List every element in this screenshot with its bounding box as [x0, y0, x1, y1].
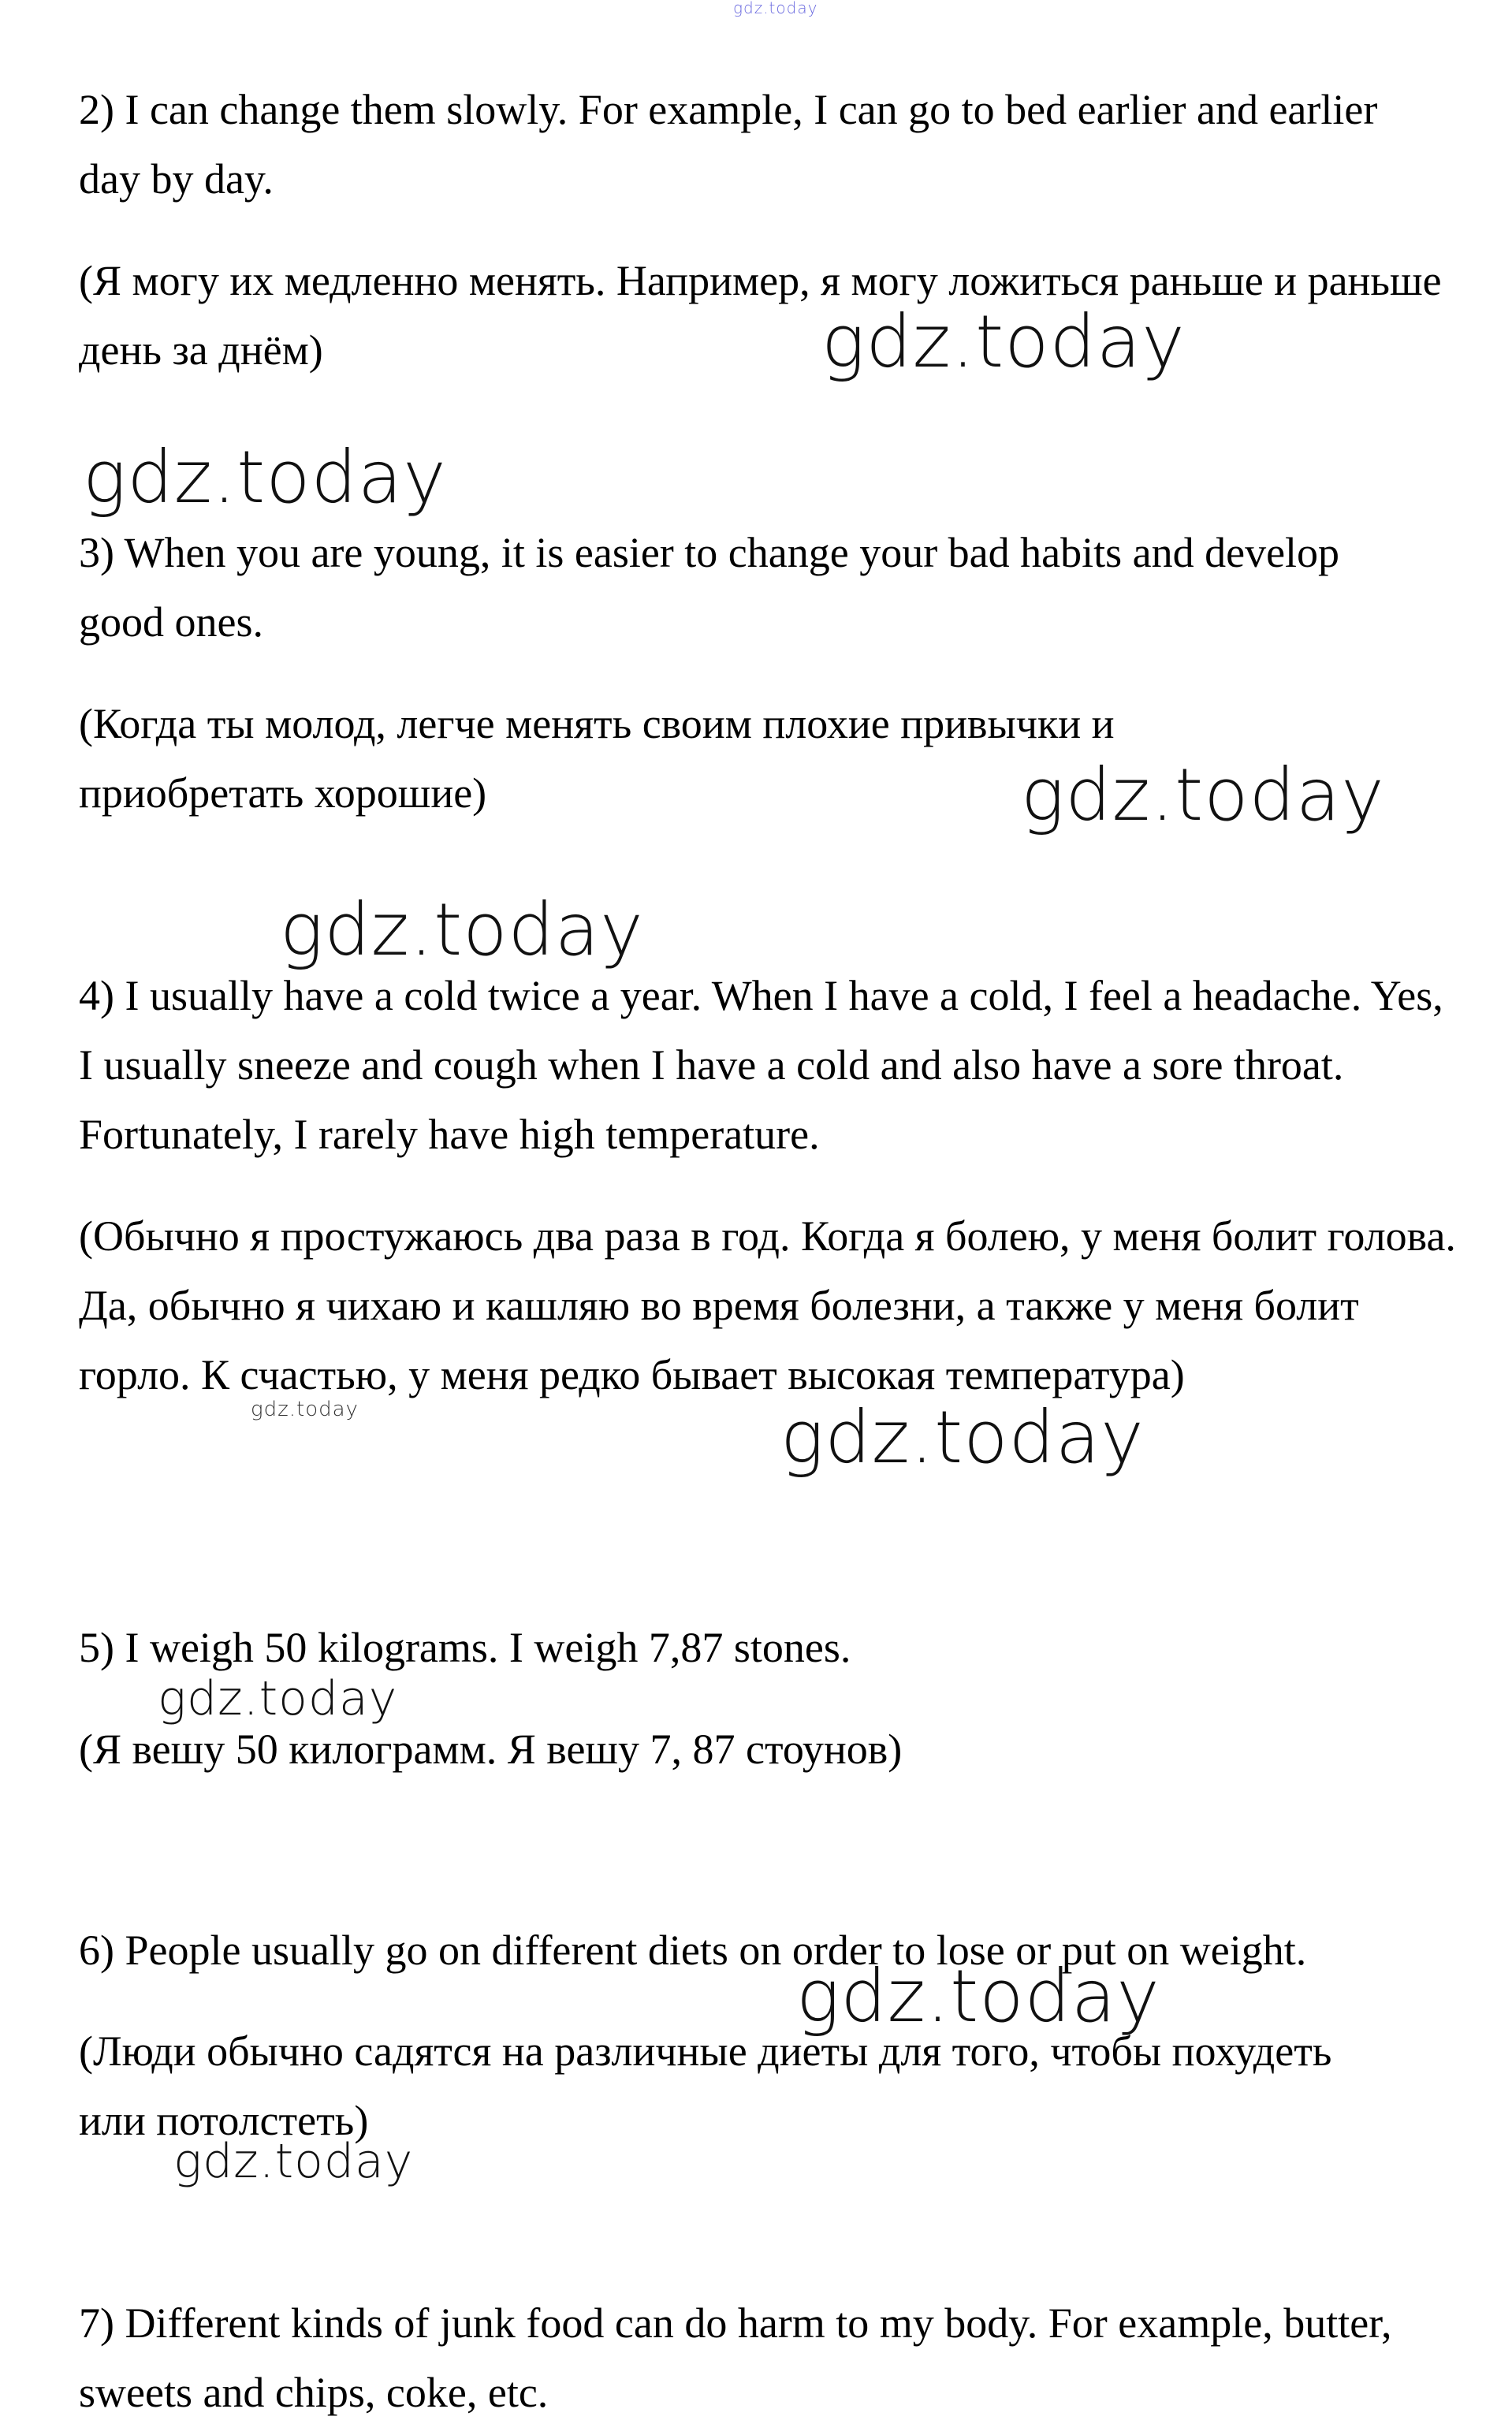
- watermark: gdz.today: [821, 300, 1186, 384]
- answer-7-english: 7) Different kinds of junk food can do harm to my body. For example, butter, sweets and chips, coke, etc.: [79, 2299, 1392, 2416]
- watermark: gdz.today: [251, 1398, 359, 1421]
- watermark: gdz.today: [1021, 753, 1385, 837]
- watermark: gdz.today: [780, 1395, 1145, 1480]
- answer-4-english: 4) I usually have a cold twice a year. When I have a cold, I feel a headache. Yes, I usually sneeze and cough when I have a cold and also have a sore throat. Fortunately, I rarely have high temperature.: [79, 972, 1443, 1158]
- watermark: gdz.today: [83, 435, 447, 519]
- watermark: gdz.today: [173, 2134, 414, 2189]
- answer-4-russian: (Обычно я простужаюсь два раза в год. Когда я болею, у меня болит голова. Да, обычно я чихаю и кашляю во время болезни, а также у меня болит горло. К счастью, у меня редко бывает высокая температура): [79, 1212, 1456, 1398]
- answer-5-english: 5) I weigh 50 kilograms. I weigh 7,87 stones.: [79, 1624, 851, 1671]
- answer-3-russian: (Когда ты молод, легче менять своим плохие привычки и приобретать хорошие): [79, 700, 1115, 817]
- answer-5-russian: (Я вешу 50 килограмм. Я вешу 7, 87 стоунов): [79, 1726, 903, 1773]
- watermark: gdz.today: [280, 888, 644, 972]
- answer-2-english: 2) I can change them slowly. For example, I can go to bed earlier and earlier day by day.: [79, 86, 1378, 203]
- watermark: gdz.today: [796, 1954, 1160, 2038]
- watermark: gdz.today: [733, 0, 818, 17]
- answer-3-english: 3) When you are young, it is easier to change your bad habits and develop good ones.: [79, 529, 1340, 646]
- answer-2-russian: (Я могу их медленно менять. Например, я могу ложиться раньше и раньше день за днём): [79, 257, 1442, 374]
- answer-6-russian: (Люди обычно садятся на различные диеты для того, чтобы похудеть или потолстеть): [79, 2027, 1332, 2144]
- watermark: gdz.today: [158, 1671, 398, 1726]
- answer-6-english: 6) People usually go on different diets on order to lose or put on weight.: [79, 1927, 1307, 1974]
